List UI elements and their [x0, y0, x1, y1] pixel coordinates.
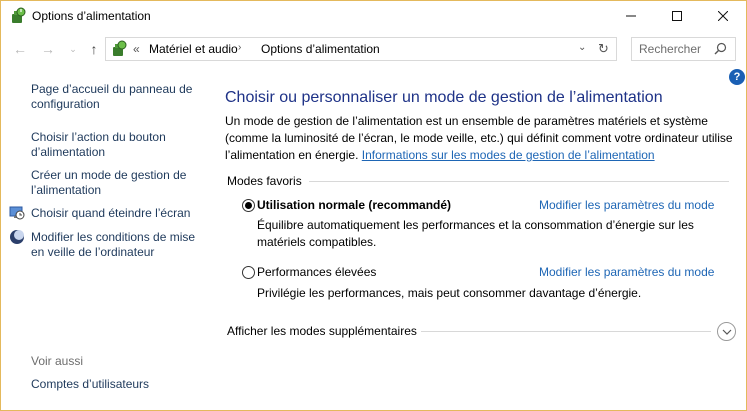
plan-radio-high-performance[interactable] — [242, 266, 255, 279]
maximize-button[interactable] — [654, 1, 700, 32]
change-plan-settings-link-high-performance[interactable]: Modifier les paramètres du mode — [539, 265, 715, 279]
more-plans-divider — [421, 331, 711, 332]
search-input[interactable] — [631, 37, 736, 61]
see-also-heading: Voir aussi — [31, 354, 84, 368]
recent-locations-button[interactable]: ⌄ — [69, 44, 77, 54]
minimize-icon — [626, 11, 636, 21]
breadcrumb-hardware-sound[interactable]: Matériel et audio — [149, 42, 238, 56]
group-divider — [309, 181, 729, 182]
main-content — [213, 66, 746, 410]
window-title: Options d’alimentation — [32, 9, 151, 23]
help-icon[interactable]: ? — [729, 69, 745, 85]
address-bar[interactable] — [105, 37, 617, 61]
sidebar — [1, 66, 213, 410]
favorite-plans-header: Modes favoris — [227, 174, 302, 188]
title-bar — [1, 1, 746, 32]
page-title: Choisir ou personnaliser un mode de gestion de l’alimentation — [225, 89, 663, 106]
search-icon — [714, 42, 727, 55]
sidebar-item-sleep-settings[interactable]: Modifier les conditions de mise en veille de l’ordinateur — [31, 230, 196, 259]
plan-name-high-performance[interactable]: Performances élevées — [257, 265, 377, 279]
forward-button[interactable]: → — [41, 41, 55, 57]
description-text: Un mode de gestion de l’alimentation est un ensemble de paramètres matériels et système (comme la luminosité de l’écran, le mode veille, etc.) qui définit comment votre ordinateur utilise l’alimentation en énergie. — [225, 114, 733, 162]
sidebar-item-display-off[interactable]: Choisir quand éteindre l’écran — [31, 206, 191, 220]
monitor-clock-icon — [9, 205, 25, 221]
close-icon — [718, 11, 728, 21]
control-panel-power-icon — [110, 40, 128, 58]
breadcrumb-overflow[interactable]: « — [133, 42, 140, 56]
breadcrumb-power-options[interactable]: Options d’alimentation — [261, 42, 380, 56]
change-plan-settings-link-balanced[interactable]: Modifier les paramètres du mode — [539, 198, 715, 212]
expand-chevron-icon[interactable] — [717, 322, 736, 341]
maximize-icon — [672, 11, 682, 21]
power-options-icon — [9, 7, 27, 25]
moon-icon — [9, 229, 25, 245]
navigation-bar — [1, 32, 746, 66]
close-button[interactable] — [700, 1, 746, 32]
chevron-down-icon — [722, 327, 732, 337]
sidebar-item-power-button-action[interactable]: Choisir l’action du bouton d’alimentation — [31, 130, 166, 159]
plan-description-high-performance: Privilégie les performances, mais peut consommer davantage d’énergie. — [257, 286, 642, 300]
show-additional-plans-label[interactable]: Afficher les modes supplémentaires — [227, 324, 417, 338]
search-placeholder: Rechercher — [639, 42, 702, 56]
plan-description-balanced: Équilibre automatiquement les performances et la consommation d’énergie sur les matériels compatibles. — [257, 218, 694, 249]
up-button[interactable]: ↑ — [90, 41, 98, 57]
breadcrumb-arrow[interactable]: › — [238, 42, 242, 53]
minimize-button[interactable] — [608, 1, 654, 32]
page-description — [225, 113, 735, 164]
address-dropdown-button[interactable]: ⌄ — [578, 42, 587, 53]
plan-radio-balanced[interactable] — [242, 199, 255, 212]
back-button[interactable]: ← — [13, 41, 27, 57]
sidebar-item-user-accounts[interactable]: Comptes d’utilisateurs — [31, 377, 150, 391]
power-plans-info-link[interactable]: Informations sur les modes de gestion de l’alimentation — [361, 148, 655, 162]
sidebar-item-control-panel-home[interactable]: Page d’accueil du panneau de configuration — [31, 82, 193, 111]
refresh-button[interactable]: ↻ — [598, 41, 609, 56]
radio-selected-dot — [245, 202, 252, 209]
sidebar-item-create-plan[interactable]: Créer un mode de gestion de l’alimentation — [31, 168, 187, 197]
plan-name-balanced[interactable]: Utilisation normale (recommandé) — [257, 198, 452, 212]
